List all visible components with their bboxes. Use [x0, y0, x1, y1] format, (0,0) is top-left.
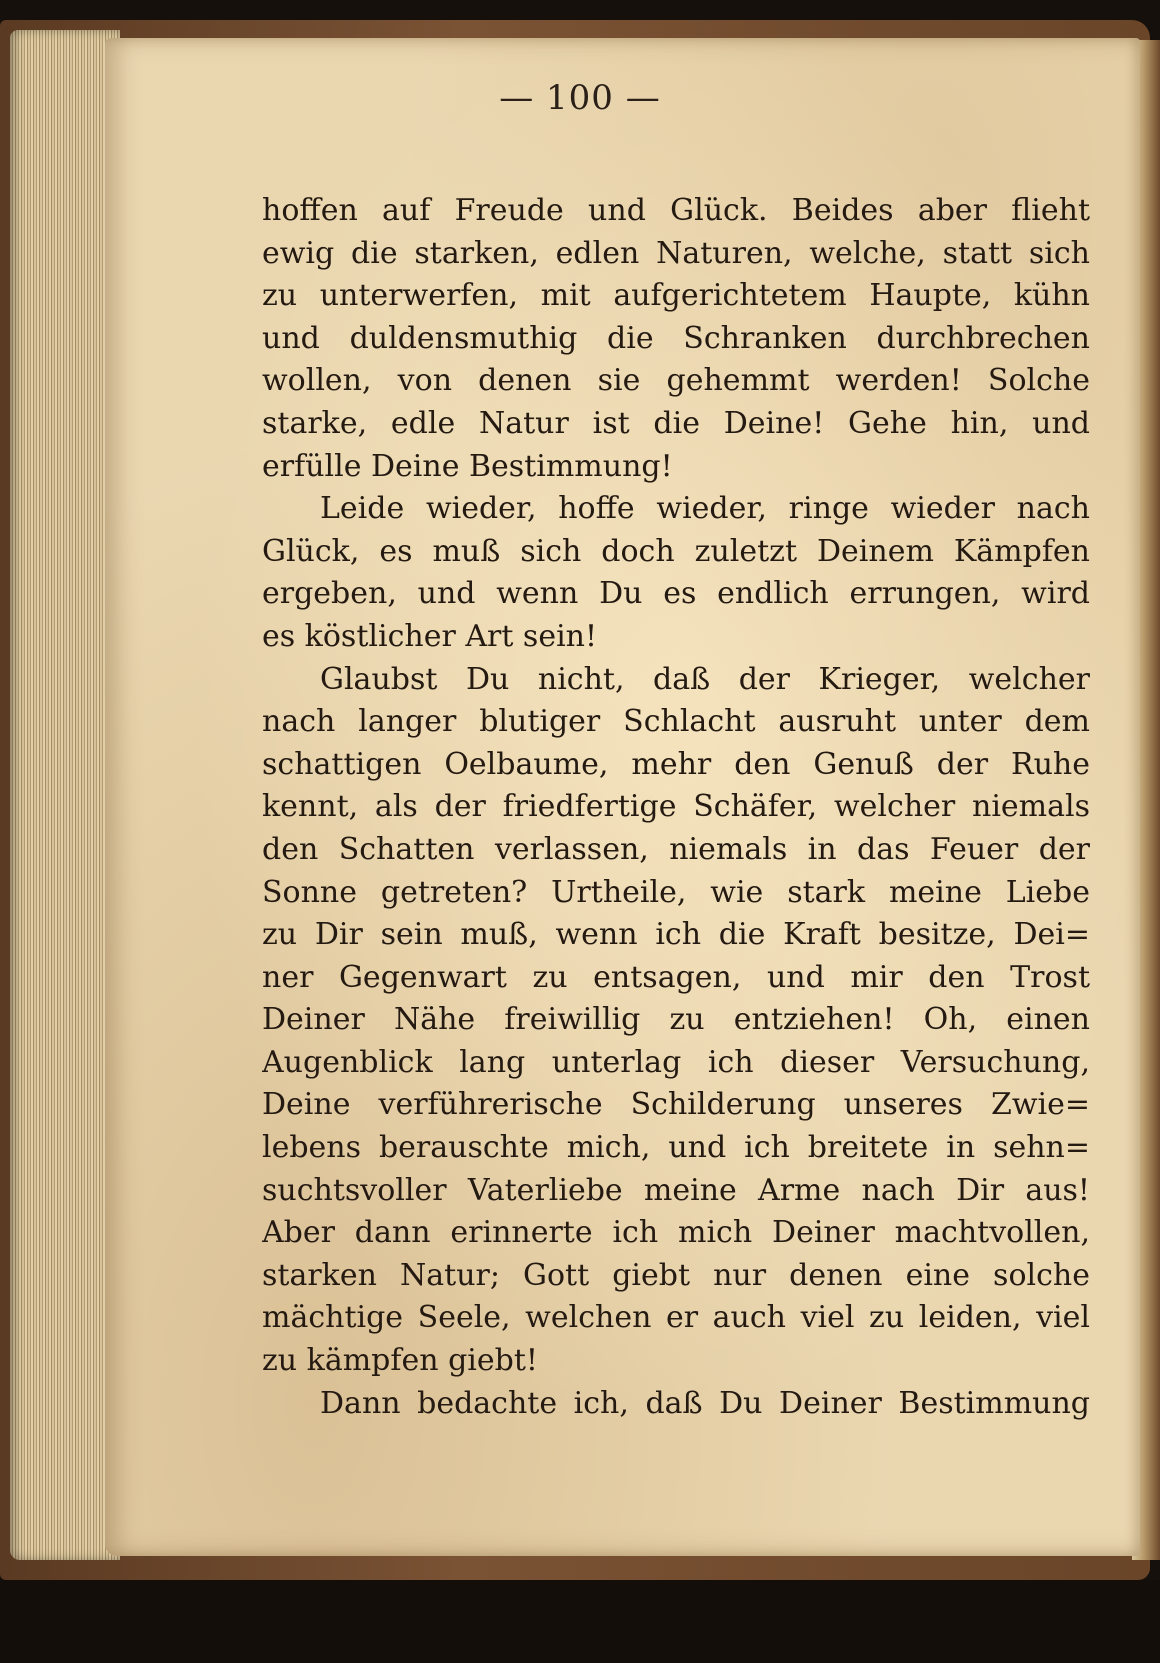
text-line: Augenblick lang unterlag ich dieser Versuchung,	[262, 1044, 1090, 1080]
text-line: starke, edle Natur ist die Deine! Gehe hin, und	[262, 405, 1090, 441]
text-line: starken Natur; Gott giebt nur denen eine solche	[262, 1257, 1090, 1293]
text-line: zu unterwerfen, mit aufgerichtetem Haupte, kühn	[262, 278, 1090, 314]
page-number: — 100 —	[499, 78, 661, 118]
text-line: Sonne getreten? Urtheile, wie stark meine Liebe	[262, 874, 1090, 910]
text-line: erfülle Deine Bestimmung!	[262, 448, 673, 484]
text-line: ewig die starken, edlen Naturen, welche, statt sich	[262, 235, 1090, 271]
text-line: Leide wieder, hoffe wieder, ringe wieder nach	[320, 491, 1090, 527]
text-line: Aber dann erinnerte ich mich Deiner machtvollen,	[262, 1215, 1090, 1251]
text-line: und duldensmuthig die Schranken durchbrechen	[262, 320, 1090, 356]
text-line: es köstlicher Art sein!	[262, 618, 598, 654]
text-line: den Schatten verlassen, niemals in das Feuer der	[262, 831, 1090, 867]
text-line: nach langer blutiger Schlacht ausruht unter dem	[262, 704, 1090, 740]
text-line: suchtsvoller Vaterliebe meine Arme nach Dir aus!	[262, 1172, 1090, 1208]
text-line: ergeben, und wenn Du es endlich errungen, wird	[262, 576, 1090, 612]
text-line: Glück, es muß sich doch zuletzt Deinem Kämpfen	[262, 533, 1090, 569]
text-line: kennt, als der friedfertige Schäfer, welcher niemals	[262, 789, 1090, 825]
text-line: wollen, von denen sie gehemmt werden! Solche	[262, 363, 1090, 399]
body-text	[262, 190, 1090, 1425]
text-line: zu kämpfen giebt!	[262, 1343, 538, 1379]
text-line: Dann bedachte ich, daß Du Deiner Bestimmung	[320, 1385, 1090, 1421]
scan-background-bottom	[0, 1580, 1160, 1663]
text-line: zu Dir sein muß, wenn ich die Kraft besitze, Dei=	[262, 917, 1090, 953]
text-line: lebens berauschte mich, und ich breitete in sehn=	[262, 1130, 1090, 1166]
text-line: mächtige Seele, welchen er auch viel zu leiden, viel	[262, 1300, 1090, 1336]
text-line: schattigen Oelbaume, mehr den Genuß der Ruhe	[262, 746, 1090, 782]
text-line: ner Gegenwart zu entsagen, und mir den Trost	[262, 959, 1090, 995]
stacked-page-edges	[10, 30, 120, 1560]
text-line: Deine verführerische Schilderung unseres Zwie=	[262, 1087, 1090, 1123]
text-line: Glaubst Du nicht, daß der Krieger, welcher	[320, 661, 1090, 697]
text-line: Deiner Nähe freiwillig zu entziehen! Oh, einen	[262, 1002, 1090, 1038]
text-line: hoffen auf Freude und Glück. Beides aber flieht	[262, 193, 1090, 228]
